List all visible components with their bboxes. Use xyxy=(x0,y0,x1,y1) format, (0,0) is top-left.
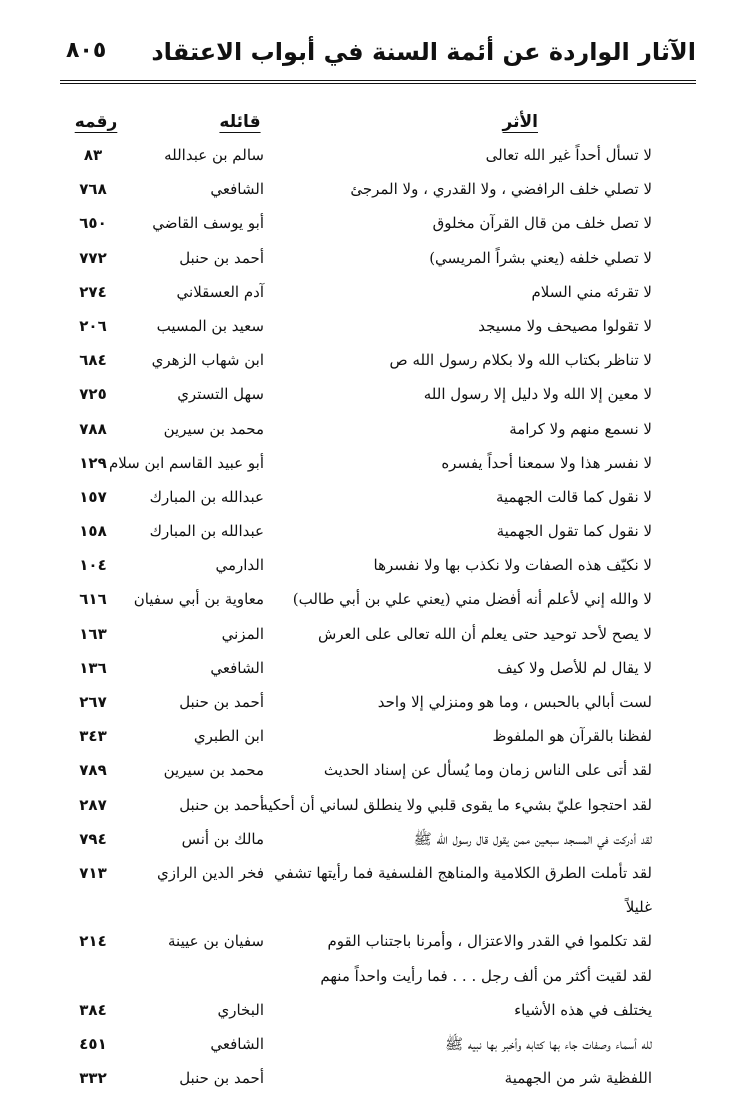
raqm-number: ١٦٣ xyxy=(79,624,107,643)
qail-text: عبدالله بن المبارك xyxy=(149,487,264,506)
qail-text: مالك بن أنس xyxy=(181,829,264,848)
table-row xyxy=(0,480,744,514)
athar-text: لفظنا بالقرآن هو الملفوظ xyxy=(492,727,652,746)
athar-text: لا يقال لم للأصل ولا كيف xyxy=(497,658,652,677)
raqm-number: ٤٥١ xyxy=(79,1034,107,1053)
qail-text: المزني xyxy=(221,624,264,643)
table-row xyxy=(0,514,744,548)
qail-text: محمد بن سيرين xyxy=(163,761,264,780)
raqm-number: ٧٨٩ xyxy=(79,761,107,780)
qail-text: أحمد بن حنبل xyxy=(179,248,264,267)
qail-text: سعيد بن المسيب xyxy=(156,316,264,335)
athar-text: لا تناظر بكتاب الله ولا بكلام رسول الله ص xyxy=(389,351,652,370)
raqm-number: ٨٣ xyxy=(83,146,103,164)
table-row xyxy=(0,890,744,924)
table-row xyxy=(0,993,744,1027)
raqm-number: ٧٦٨ xyxy=(79,180,107,199)
athar-text: لا تصل خلف من قال القرآن مخلوق xyxy=(432,214,652,233)
table-row xyxy=(0,412,744,446)
column-header-athar: الأثر xyxy=(502,112,538,132)
athar-text: لا تصلي خلف الرافضي ، ولا القدري ، ولا المرجئ xyxy=(350,180,652,199)
athar-text: لقد أدركت في المسجد سبعين ممن يقول قال رسول الله ﷺ xyxy=(413,829,652,848)
athar-text: لا نسمع منهم ولا كرامة xyxy=(509,419,652,438)
athar-text: لا معين إلا الله ولا دليل إلا رسول الله xyxy=(423,385,652,404)
table-row xyxy=(0,617,744,651)
qail-text: أحمد بن حنبل xyxy=(179,1069,264,1088)
raqm-number: ٣٨٤ xyxy=(79,1000,107,1019)
qail-text: سفيان بن عيينة xyxy=(168,932,264,951)
qail-text: أبو يوسف القاضي xyxy=(152,214,264,233)
raqm-number: ١٠٤ xyxy=(79,556,107,575)
table-row xyxy=(0,924,744,958)
athar-text: لا والله إني لأعلم أنه أفضل مني (يعني علي بن أبي طالب) xyxy=(292,590,652,609)
table-row xyxy=(0,241,744,275)
athar-text: لقد تأملت الطرق الكلامية والمناهج الفلسفية فما رأيتها تشفي xyxy=(273,863,652,882)
qail-text: الشافعي xyxy=(210,1034,264,1053)
raqm-number: ٢٨٧ xyxy=(79,795,107,814)
athar-text: لا نفسر هذا ولا سمعنا أحداً يفسره xyxy=(441,453,652,472)
table-row xyxy=(0,548,744,582)
qail-text: فخر الدين الرازي xyxy=(156,863,264,882)
raqm-number: ٧٢٥ xyxy=(79,385,107,404)
qail-text: ابن شهاب الزهري xyxy=(151,351,264,370)
qail-text: الشافعي xyxy=(210,658,264,677)
qail-text: عبدالله بن المبارك xyxy=(149,522,264,541)
book-title: الآثار الواردة عن أئمة السنة في أبواب الاعتقاد xyxy=(151,38,696,66)
raqm-number: ١٥٧ xyxy=(79,487,107,506)
table-row xyxy=(0,275,744,309)
qail-text: الدارمي xyxy=(215,556,264,575)
raqm-number: ٣٤٣ xyxy=(79,727,107,746)
athar-text: يختلف في هذه الأشياء xyxy=(514,1000,652,1019)
table-row xyxy=(0,377,744,411)
table-row xyxy=(0,1027,744,1061)
raqm-number: ٢٦٧ xyxy=(79,693,107,711)
qail-text: سهل التستري xyxy=(177,385,264,404)
qail-text: سالم بن عبدالله xyxy=(164,146,264,164)
table-row xyxy=(0,446,744,480)
qail-text: آدم العسقلاني xyxy=(176,282,264,301)
table-row xyxy=(0,719,744,753)
running-header xyxy=(60,34,696,84)
athar-text: لا تسأل أحداً غير الله تعالى xyxy=(485,146,652,164)
table-row xyxy=(0,856,744,890)
raqm-number: ٣٣٢ xyxy=(79,1069,107,1088)
athar-text: لقد أتى على الناس زمان وما يُسأل عن إسناد الحديث xyxy=(323,761,652,780)
table-row xyxy=(0,138,744,172)
raqm-number: ١٢٩ xyxy=(79,453,107,472)
athar-text: لله أسماء وصفات جاء بها كتابه وأخبر بها نبيه ﷺ xyxy=(444,1034,652,1053)
raqm-number: ٦٨٤ xyxy=(79,351,107,370)
page-number: ٨٠٥ xyxy=(66,38,107,63)
table-row xyxy=(0,582,744,616)
athar-text: غليلاً xyxy=(625,898,652,917)
qail-text: أبو عبيد القاسم ابن سلام xyxy=(108,453,264,472)
table-row xyxy=(0,206,744,240)
table-row xyxy=(0,1061,744,1095)
table-row xyxy=(0,685,744,719)
qail-text: الشافعي xyxy=(210,180,264,199)
column-header-raqm: رقمه xyxy=(74,112,118,132)
qail-text: ابن الطبري xyxy=(193,727,264,746)
table-row xyxy=(0,343,744,377)
athar-text: لا نقول كما تقول الجهمية xyxy=(496,522,652,541)
column-header-qail: قائله xyxy=(219,112,261,132)
table-row xyxy=(0,172,744,206)
raqm-number: ١٣٦ xyxy=(79,658,107,677)
qail-text: معاوية بن أبي سفيان xyxy=(133,590,264,609)
qail-text: البخاري xyxy=(217,1000,264,1019)
table-row xyxy=(0,753,744,787)
raqm-number: ٢١٤ xyxy=(79,932,107,951)
table-row xyxy=(0,309,744,343)
athar-text: لا تقولوا مصيحف ولا مسيجد xyxy=(478,316,652,335)
athar-text: لا تقرئه مني السلام xyxy=(531,282,652,301)
raqm-number: ٢٠٦ xyxy=(79,316,107,335)
athar-text: لست أبالي بالحبس ، وما هو ومنزلي إلا واحد xyxy=(377,693,652,711)
athar-text: اللفظية شر من الجهمية xyxy=(504,1069,652,1088)
athar-text: لا يصح لأحد توحيد حتى يعلم أن الله تعالى على العرش xyxy=(317,624,652,643)
raqm-number: ٧١٣ xyxy=(79,863,107,882)
qail-text: أحمد بن حنبل xyxy=(179,693,264,711)
table-row xyxy=(0,822,744,856)
athar-text: لقد احتجوا عليّ بشيء ما يقوى قلبي ولا ينطلق لساني أن أحكيه xyxy=(260,795,652,814)
athar-text: لا تصلي خلفه (يعني بشراً المريسي) xyxy=(429,248,652,267)
athar-text: لا نكيّف هذه الصفات ولا نكذب بها ولا نفسرها xyxy=(373,556,652,575)
index-table xyxy=(0,138,744,1095)
raqm-number: ١٥٨ xyxy=(79,522,107,541)
raqm-number: ٧٨٨ xyxy=(79,419,107,438)
athar-text: لقد لقيت أكثر من ألف رجل . . . فما رأيت واحداً منهم xyxy=(320,966,652,985)
raqm-number: ٧٩٤ xyxy=(79,829,107,848)
raqm-number: ٦٥٠ xyxy=(79,214,107,233)
raqm-number: ٧٧٢ xyxy=(79,248,107,267)
raqm-number: ٦١٦ xyxy=(79,590,107,609)
athar-text: لا نقول كما قالت الجهمية xyxy=(495,487,652,506)
table-row xyxy=(0,651,744,685)
raqm-number: ٢٧٤ xyxy=(79,282,107,301)
qail-text: محمد بن سيرين xyxy=(163,419,264,438)
table-row xyxy=(0,959,744,993)
table-row xyxy=(0,788,744,822)
qail-text: أحمد بن حنبل xyxy=(179,795,264,814)
athar-text: لقد تكلموا في القدر والاعتزال ، وأمرنا باجتناب القوم xyxy=(327,932,652,951)
